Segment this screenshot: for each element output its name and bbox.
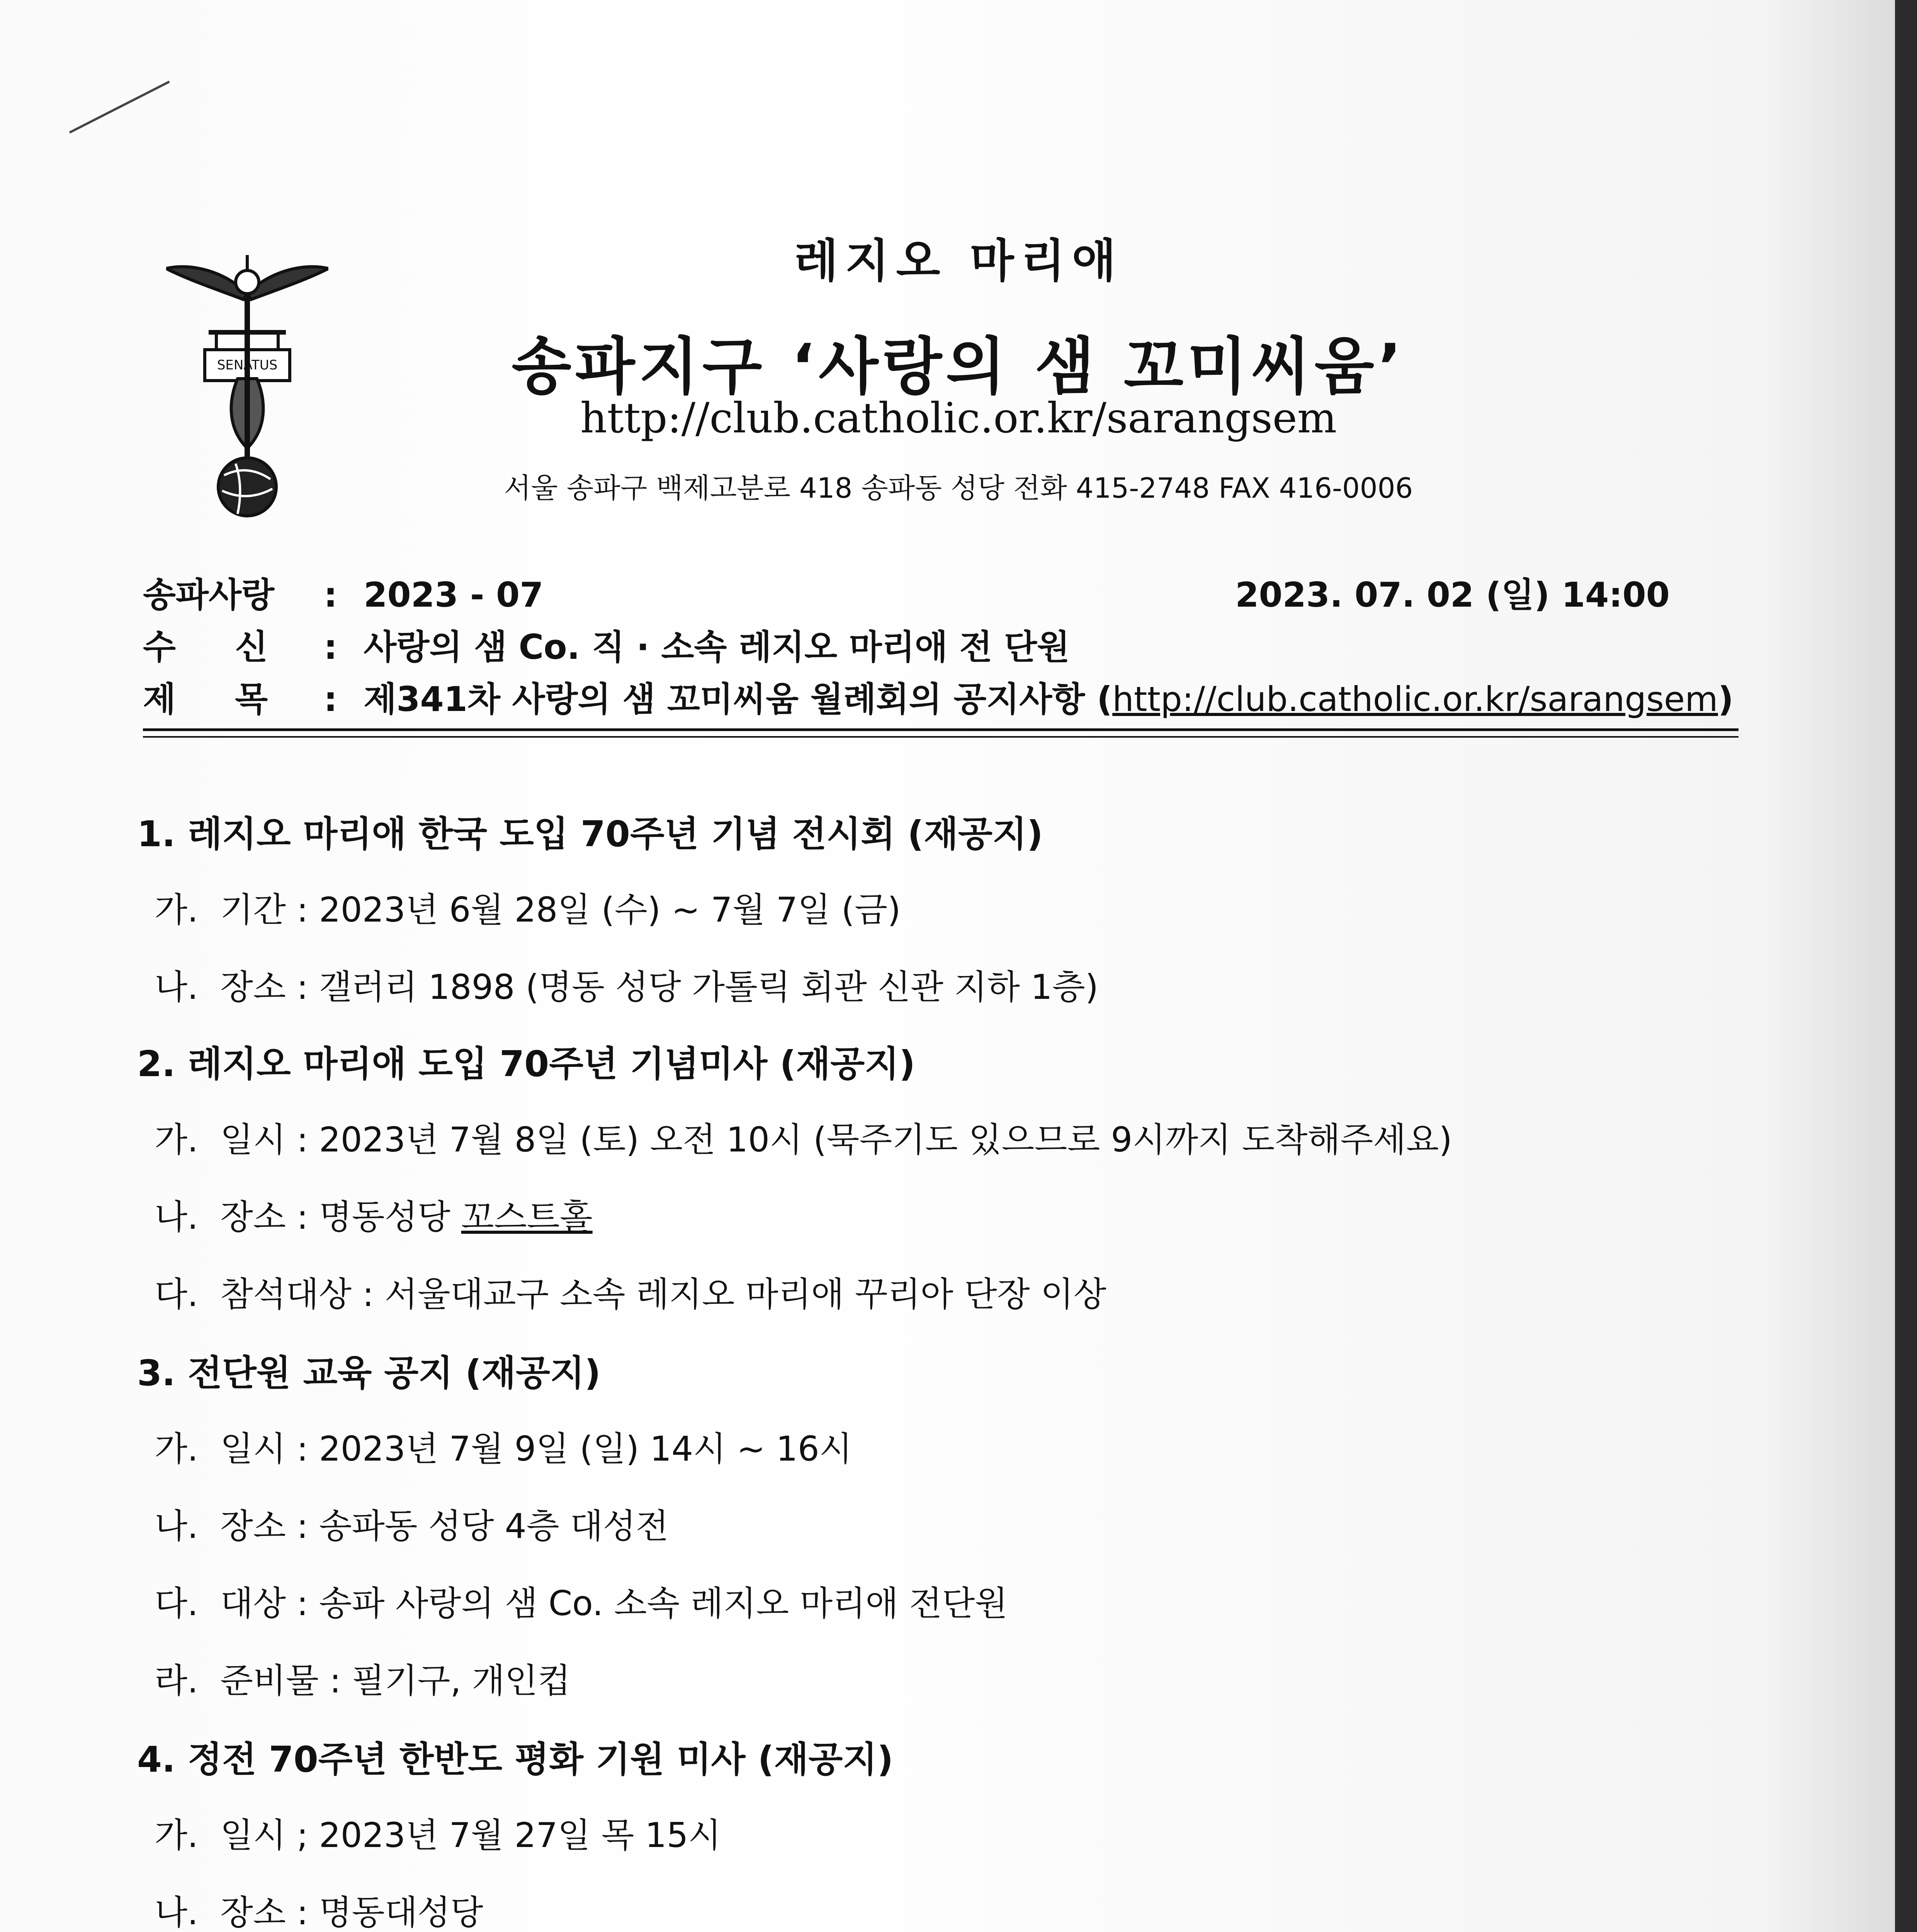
org-name: 레지오 마리애 — [794, 234, 1123, 287]
list-item: 가. 일시 ; 2023년 7월 27일 목 15시 — [155, 1815, 721, 1855]
org-address: 서울 송파구 백제고분로 418 송파동 성당 전화 415-2748 FAX 416-0006 — [504, 472, 1413, 504]
doc-number-row — [143, 568, 543, 617]
list-item: 나. 장소 : 명동대성당 — [155, 1893, 483, 1932]
separator: : — [324, 679, 338, 719]
list-item: 라. 준비물 : 필기구, 개인컵 — [155, 1661, 571, 1701]
doc-number-label: 송파사랑 — [143, 575, 275, 615]
list-item: 다. 대상 : 송파 사랑의 샘 Co. 소속 레지오 마리애 전단원 — [155, 1583, 1008, 1623]
list-item: 나. 장소 : 명동성당 꼬스트홀 — [155, 1197, 593, 1237]
org-url[interactable]: http://club.catholic.or.kr/sarangsem — [580, 394, 1337, 442]
doc-date: 2023. 07. 02 (일) 14:00 — [1235, 575, 1670, 615]
section-heading: 3. 전단원 교육 공지 (재공지) — [137, 1352, 601, 1394]
doc-number: 2023 - 07 — [364, 575, 544, 615]
subject-row — [143, 672, 1733, 721]
header-divider-bottom — [143, 736, 1739, 738]
section-heading: 2. 레지오 마리애 도입 70주년 기념미사 (재공지) — [137, 1043, 916, 1085]
separator: : — [324, 575, 338, 615]
section-heading: 1. 레지오 마리애 한국 도입 70주년 기념 전시회 (재공지) — [137, 813, 1043, 855]
list-item: 가. 일시 : 2023년 7월 9일 (일) 14시 ~ 16시 — [155, 1429, 852, 1469]
recipient-row — [143, 620, 1070, 669]
org-title: 송파지구 ‘사랑의 샘 꼬미씨움’ — [512, 330, 1405, 403]
list-item: 나. 장소 : 갤러리 1898 (명동 성당 가톨릭 회관 신관 지하 1층) — [155, 967, 1099, 1007]
scan-right-border — [1895, 0, 1917, 1932]
list-item: 가. 일시 : 2023년 7월 8일 (토) 오전 10시 (묵주기도 있으므로 9시까지 도착해주세요) — [155, 1120, 1452, 1160]
section-heading: 4. 정전 70주년 한반도 평화 기원 미사 (재공지) — [137, 1739, 894, 1780]
logo-banner-text: SENATUS — [217, 357, 278, 373]
subject: 제341차 사랑의 샘 꼬미씨움 월례회의 공지사항 ( — [364, 679, 1113, 719]
header-divider-top — [143, 728, 1739, 731]
list-item: 다. 참석대상 : 서울대교구 소속 레지오 마리애 꾸리아 단장 이상 — [155, 1274, 1106, 1314]
subject-label: 제 목 — [143, 679, 268, 719]
subject-link[interactable]: http://club.catholic.or.kr/sarangsem — [1112, 679, 1718, 719]
recipient: 사랑의 샘 Co. 직 · 소속 레지오 마리애 전 단원 — [364, 627, 1070, 667]
separator: : — [324, 627, 338, 667]
subject-suffix: ) — [1718, 679, 1734, 719]
recipient-label: 수 신 — [143, 627, 268, 667]
list-item: 가. 기간 : 2023년 6월 28일 (수) ~ 7월 7일 (금) — [155, 890, 901, 930]
list-item: 나. 장소 : 송파동 성당 4층 대성전 — [155, 1506, 669, 1546]
